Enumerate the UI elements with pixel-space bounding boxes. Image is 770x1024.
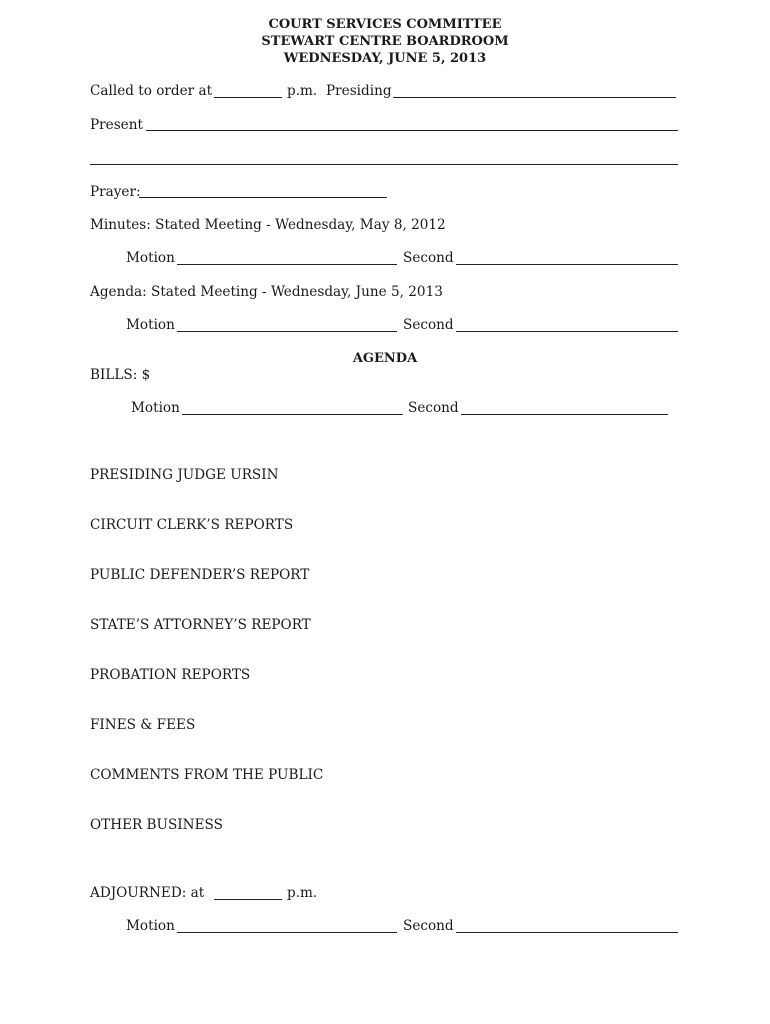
- presiding-label: Presiding: [326, 83, 392, 99]
- bills-motion-label: Motion: [131, 400, 180, 416]
- adjourned-motion-field[interactable]: [177, 932, 397, 933]
- agenda-motion-label: Motion: [126, 317, 175, 333]
- present-field[interactable]: [146, 130, 678, 131]
- adjourned-pm-label: p.m.: [287, 885, 318, 901]
- adjourned-second-field[interactable]: [456, 932, 678, 933]
- bills-second-label: Second: [408, 400, 459, 416]
- bills-motion-field[interactable]: [182, 414, 403, 415]
- agenda-item: OTHER BUSINESS: [90, 817, 223, 833]
- called-to-order-label: Called to order at: [90, 83, 213, 99]
- pm-label: p.m.: [287, 83, 318, 99]
- presiding-field[interactable]: [393, 97, 676, 98]
- minutes-motion-field[interactable]: [177, 264, 397, 265]
- date-title: WEDNESDAY, JUNE 5, 2013: [283, 51, 487, 66]
- called-to-order-time-field[interactable]: [214, 97, 282, 98]
- agenda-item: PRESIDING JUDGE URSIN: [90, 467, 279, 483]
- prayer-field[interactable]: [139, 197, 387, 198]
- bills-second-field[interactable]: [461, 414, 668, 415]
- adjourned-second-label: Second: [403, 918, 454, 934]
- agenda-item: CIRCUIT CLERK’S REPORTS: [90, 517, 294, 533]
- minutes-second-field[interactable]: [456, 264, 678, 265]
- present-label: Present: [90, 117, 143, 133]
- agenda-motion-field[interactable]: [177, 331, 397, 332]
- minutes-second-label: Second: [403, 250, 454, 266]
- agenda-item: FINES & FEES: [90, 717, 196, 733]
- agenda-item: STATE’S ATTORNEY’S REPORT: [90, 617, 311, 633]
- agenda-second-label: Second: [403, 317, 454, 333]
- adjourned-motion-label: Motion: [126, 918, 175, 934]
- present-field-line2[interactable]: [90, 164, 678, 165]
- agenda-second-field[interactable]: [456, 331, 678, 332]
- bills-label: BILLS: $: [90, 367, 151, 383]
- prayer-label: Prayer:: [90, 184, 141, 200]
- committee-title: COURT SERVICES COMMITTEE: [268, 17, 502, 32]
- agenda-heading: AGENDA: [352, 351, 418, 366]
- agenda-item: PUBLIC DEFENDER’S REPORT: [90, 567, 310, 583]
- agenda-item: COMMENTS FROM THE PUBLIC: [90, 767, 324, 783]
- agenda-item: PROBATION REPORTS: [90, 667, 251, 683]
- minutes-line: Minutes: Stated Meeting - Wednesday, May 8, 2012: [90, 217, 446, 233]
- adjourned-label: ADJOURNED: at: [90, 885, 205, 901]
- location-title: STEWART CENTRE BOARDROOM: [261, 34, 509, 49]
- agenda-line: Agenda: Stated Meeting - Wednesday, June 5, 2013: [90, 284, 443, 300]
- minutes-motion-label: Motion: [126, 250, 175, 266]
- adjourned-time-field[interactable]: [214, 899, 282, 900]
